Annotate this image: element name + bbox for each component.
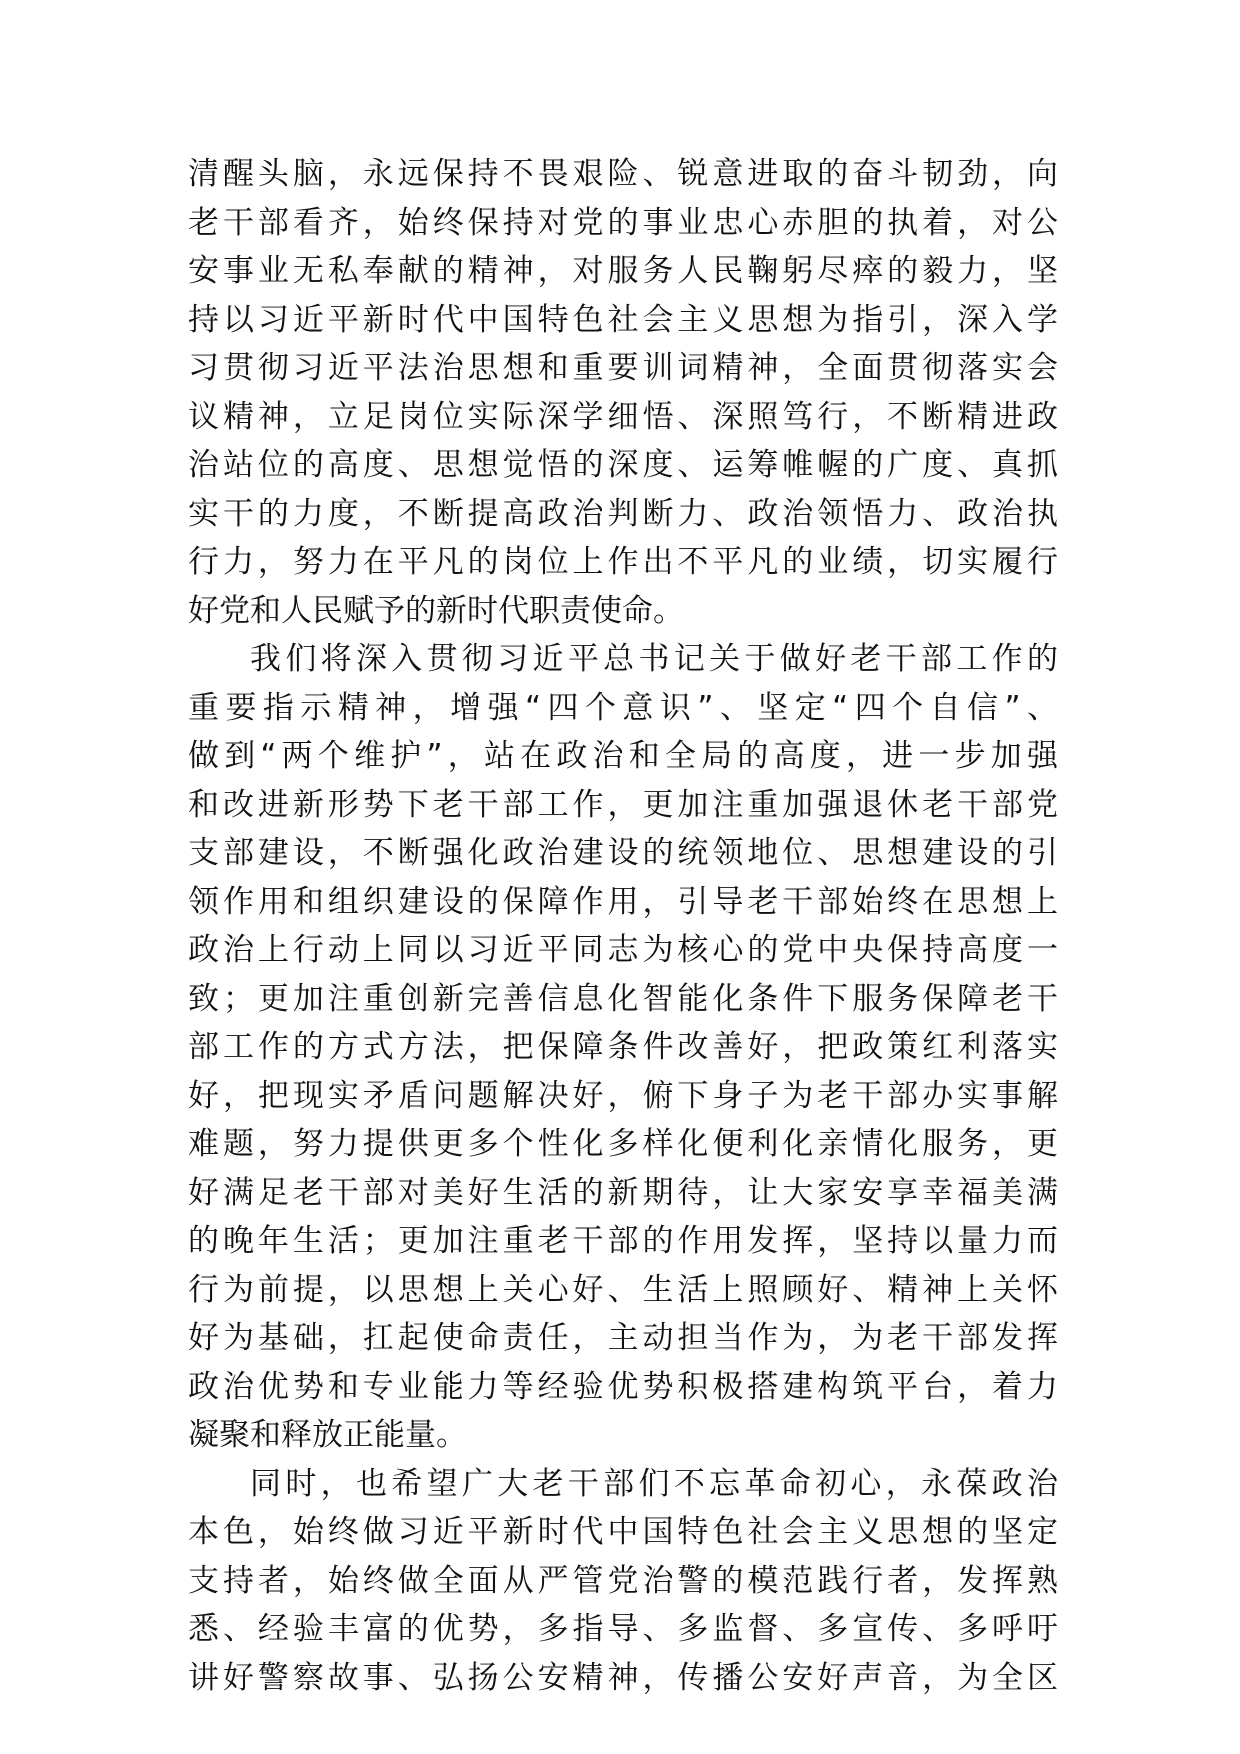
text-line: 行力，努力在平凡的岗位上作出不平凡的业绩，切实履行	[188, 544, 1058, 580]
text-line: 凝聚和释放正能量。	[188, 1417, 467, 1453]
text-line: 部工作的方式方法，把保障条件改善好，把政策红利落实	[188, 1029, 1058, 1065]
text-line: 行为前提，以思想上关心好、生活上照顾好、精神上关怀	[188, 1271, 1058, 1308]
text-line: 习贯彻习近平法治思想和重要训词精神，全面贯彻落实会	[188, 350, 1058, 386]
text-line: 政治上行动上同以习近平同志为核心的党中央保持高度一	[188, 932, 1058, 968]
text-line: 难题，努力提供更多个性化多样化便利化亲情化服务，更	[188, 1126, 1058, 1162]
paragraph-start-line: 我们将深入贯彻习近平总书记关于做好老干部工作的	[250, 641, 1058, 677]
text-line: 和改进新形势下老干部工作，更加注重加强退休老干部党	[188, 786, 1058, 823]
paragraph-start-line: 同时，也希望广大老干部们不忘革命初心，永葆政治	[250, 1465, 1058, 1502]
text-line: 好为基础，扛起使命责任，主动担当作为，为老干部发挥	[188, 1320, 1058, 1356]
body-text	[188, 150, 1058, 1702]
text-line: 好，把现实矛盾问题解决好，俯下身子为老干部办实事解	[188, 1077, 1058, 1114]
text-line: 老干部看齐，始终保持对党的事业忠心赤胆的执着，对公	[188, 204, 1058, 241]
text-line: 重要指示精神，增强“四个意识”、坚定“四个自信”、	[188, 689, 1058, 726]
text-line: 安事业无私奉献的精神，对服务人民鞠躬尽瘁的毅力，坚	[188, 253, 1058, 289]
text-line: 持以习近平新时代中国特色社会主义思想为指引，深入学	[188, 301, 1058, 338]
text-line: 讲好警察故事、弘扬公安精神，传播公安好声音，为全区	[188, 1659, 1058, 1696]
text-line: 好满足老干部对美好生活的新期待，让大家安享幸福美满	[188, 1174, 1058, 1211]
text-line: 致；更加注重创新完善信息化智能化条件下服务保障老干	[188, 980, 1058, 1017]
text-line: 议精神，立足岗位实际深学细悟、深照笃行，不断精进政	[188, 398, 1058, 435]
text-line: 领作用和组织建设的保障作用，引导老干部始终在思想上	[188, 883, 1058, 920]
text-line: 政治优势和专业能力等经验优势积极搭建构筑平台，着力	[188, 1368, 1058, 1405]
text-line: 支部建设，不断强化政治建设的统领地位、思想建设的引	[188, 835, 1058, 871]
text-line: 悉、经验丰富的优势，多指导、多监督、多宣传、多呼吁	[188, 1611, 1058, 1647]
text-line: 支持者，始终做全面从严管党治警的模范践行者，发挥熟	[188, 1562, 1058, 1599]
text-line: 清醒头脑，永远保持不畏艰险、锐意进取的奋斗韧劲，向	[188, 156, 1058, 192]
text-line: 的晚年生活；更加注重老干部的作用发挥，坚持以量力而	[188, 1223, 1058, 1259]
text-line: 本色，始终做习近平新时代中国特色社会主义思想的坚定	[188, 1514, 1058, 1550]
text-line: 治站位的高度、思想觉悟的深度、运筹帷幄的广度、真抓	[188, 447, 1058, 483]
text-line: 实干的力度，不断提高政治判断力、政治领悟力、政治执	[188, 495, 1058, 532]
text-line: 好党和人民赋予的新时代职责使命。	[188, 592, 684, 629]
text-line: 做到“两个维护”，站在政治和全局的高度，进一步加强	[188, 738, 1058, 774]
